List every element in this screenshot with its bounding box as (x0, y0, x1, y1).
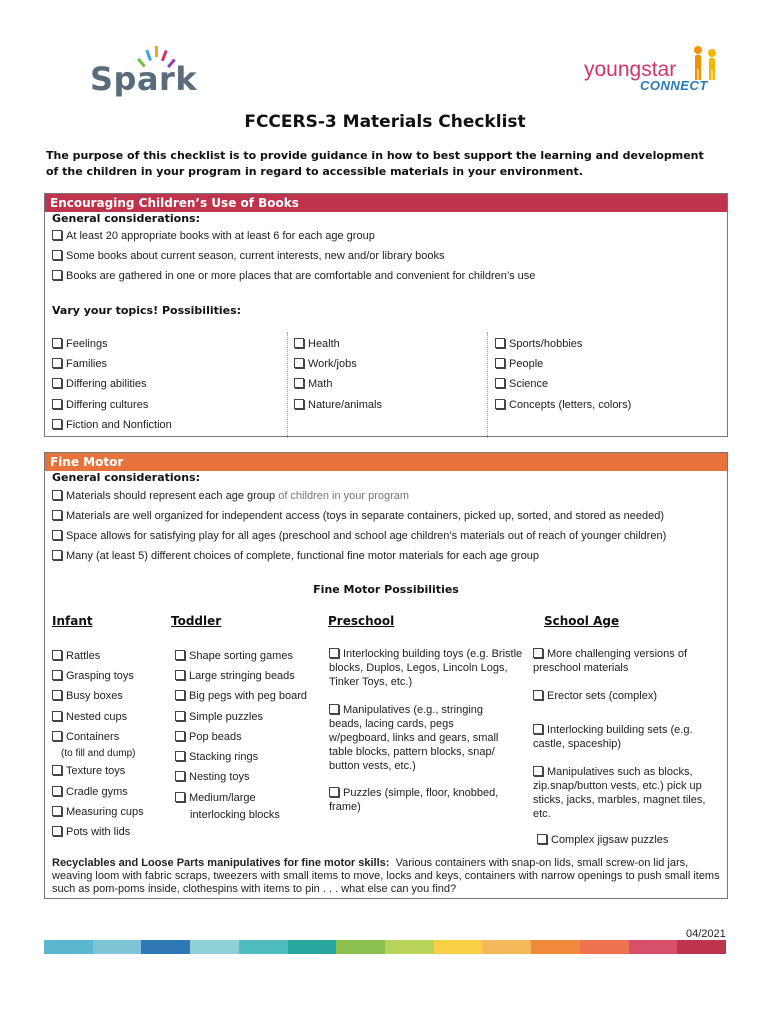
checkbox-icon[interactable] (495, 338, 505, 348)
school-age-item[interactable]: Erector sets (complex) (533, 690, 657, 702)
infant-item[interactable]: Grasping toys (52, 670, 134, 682)
checkbox-icon[interactable] (329, 787, 339, 797)
toddler-item[interactable]: Large stringing beads (175, 670, 295, 682)
infant-item[interactable]: Busy boxes (52, 690, 123, 702)
checkbox-icon[interactable] (329, 648, 339, 658)
color-strip-segment (239, 940, 288, 954)
topic-item[interactable]: People (495, 358, 543, 370)
page-title: FCCERS-3 Materials Checklist (244, 112, 526, 132)
infant-item[interactable]: Cradle gyms (52, 786, 128, 798)
checkbox-icon[interactable] (52, 806, 62, 816)
checkbox-icon[interactable] (175, 771, 185, 781)
checkbox-icon[interactable] (294, 358, 304, 368)
checkbox-icon[interactable] (52, 490, 62, 500)
infant-item[interactable]: Texture toys (52, 765, 125, 777)
checkbox-icon[interactable] (52, 765, 62, 775)
checkbox-icon[interactable] (52, 270, 62, 280)
toddler-item[interactable]: Simple puzzles (175, 711, 263, 723)
infant-item[interactable]: Rattles (52, 650, 100, 662)
checkbox-icon[interactable] (533, 724, 543, 734)
checkbox-icon[interactable] (294, 378, 304, 388)
checklist-item[interactable]: Materials are well organized for independent access (toys in separate containers, picked up, sorted, and stored as needed) (52, 510, 664, 522)
topic-item[interactable]: Differing cultures (52, 399, 148, 411)
checkbox-icon[interactable] (52, 250, 62, 260)
topic-item[interactable]: Families (52, 358, 107, 370)
color-strip-segment (190, 940, 239, 954)
checkbox-icon[interactable] (175, 711, 185, 721)
infant-item[interactable]: Containers (52, 731, 119, 743)
checkbox-icon[interactable] (175, 690, 185, 700)
recyclables-note (52, 857, 722, 896)
checkbox-icon[interactable] (533, 690, 543, 700)
fine-motor-section-heading: Fine Motor (45, 453, 727, 471)
toddler-item[interactable]: Pop beads (175, 731, 242, 743)
youngstar-connect-logo: CONNECT (640, 78, 708, 93)
checkbox-icon[interactable] (175, 650, 185, 660)
column-divider (487, 332, 488, 438)
toddler-item[interactable]: Nesting toys (175, 771, 250, 783)
color-strip-segment (434, 940, 483, 954)
color-strip-segment (288, 940, 337, 954)
topic-item[interactable]: Fiction and Nonfiction (52, 419, 172, 431)
infant-item[interactable]: Nested cups (52, 711, 127, 723)
checkbox-icon[interactable] (52, 731, 62, 741)
fine-motor-possibilities-label: Fine Motor Possibilities (313, 583, 459, 596)
checkbox-icon[interactable] (294, 338, 304, 348)
checkbox-icon[interactable] (52, 378, 62, 388)
topic-item[interactable]: Nature/animals (294, 399, 382, 411)
color-strip-segment (336, 940, 385, 954)
books-general-label: General considerations: (52, 212, 201, 225)
color-strip-segment (580, 940, 629, 954)
recyclables-label: Recyclables and Loose Parts manipulatives for fine motor skills: (52, 857, 390, 869)
column-header-preschool: Preschool (328, 614, 395, 628)
infant-item[interactable]: Pots with lids (52, 826, 130, 838)
school-age-item[interactable]: Interlocking building sets (e.g. castle, spaceship) (533, 724, 693, 750)
preschool-item[interactable]: Manipulatives (e.g., stringing beads, lacing cards, pegs w/pegboard, links and gears, small table blocks, pattern blocks, snap/ button vests, etc.) (329, 704, 499, 772)
checkbox-icon[interactable] (52, 419, 62, 429)
checkbox-icon[interactable] (52, 230, 62, 240)
checklist-item[interactable]: Some books about current season, current interests, new and/or library books (52, 250, 444, 262)
spark-logo: Spark (90, 60, 198, 98)
color-strip-segment (677, 940, 726, 954)
checklist-item[interactable]: At least 20 appropriate books with at least 6 for each age group (52, 230, 375, 242)
topic-item[interactable]: Work/jobs (294, 358, 357, 370)
checkbox-icon[interactable] (175, 670, 185, 680)
checkbox-icon[interactable] (52, 826, 62, 836)
checkbox-icon[interactable] (533, 766, 543, 776)
checkbox-icon[interactable] (52, 690, 62, 700)
school-age-item[interactable]: Complex jigsaw puzzles (537, 834, 668, 846)
checkbox-icon[interactable] (175, 792, 185, 802)
color-strip (44, 940, 726, 954)
checkbox-icon[interactable] (495, 358, 505, 368)
checkbox-icon[interactable] (294, 399, 304, 409)
checkbox-icon[interactable] (52, 650, 62, 660)
checkbox-icon[interactable] (175, 751, 185, 761)
school-age-item[interactable]: More challenging versions of preschool materials (533, 648, 688, 674)
checkbox-icon[interactable] (52, 711, 62, 721)
checkbox-icon[interactable] (52, 338, 62, 348)
toddler-item[interactable]: Shape sorting games (175, 650, 293, 662)
color-strip-segment (93, 940, 142, 954)
column-divider (287, 332, 288, 438)
column-header-toddler: Toddler (171, 614, 222, 628)
fine-motor-section (44, 452, 728, 899)
preschool-item[interactable]: Puzzles (simple, floor, knobbed, frame) (329, 787, 499, 813)
checkbox-icon[interactable] (329, 704, 339, 714)
fine-motor-general-label: General considerations: (52, 471, 201, 484)
toddler-item[interactable]: Medium/large (175, 792, 256, 804)
checkbox-icon[interactable] (495, 378, 505, 388)
books-section (44, 193, 728, 437)
checkbox-icon[interactable] (537, 834, 547, 844)
checkbox-icon[interactable] (52, 550, 62, 560)
checkbox-icon[interactable] (175, 731, 185, 741)
color-strip-segment (629, 940, 678, 954)
checkbox-icon[interactable] (52, 670, 62, 680)
color-strip-segment (141, 940, 190, 954)
toddler-item-continuation: interlocking blocks (190, 809, 280, 821)
checklist-item[interactable]: Space allows for satisfying play for all ages (preschool and school age children’s materials out of reach of younger children) (52, 530, 666, 542)
color-strip-segment (531, 940, 580, 954)
books-section-heading: Encouraging Children’s Use of Books (45, 194, 727, 212)
youngstar-logo: youngstar (584, 58, 677, 81)
toddler-item[interactable]: Stacking rings (175, 751, 258, 763)
topic-item[interactable]: Health (294, 338, 340, 350)
preschool-item[interactable]: Interlocking building toys (e.g. Bristle blocks, Duplos, Legos, Lincoln Logs, Tinker Toys, etc.) (329, 648, 523, 688)
topic-item[interactable]: Feelings (52, 338, 108, 350)
purpose-statement: The purpose of this checklist is to provide guidance in how to best support the learning and development of the children in your program in regard to accessible materials in your environment. (46, 149, 704, 178)
column-header-school-age: School Age (544, 614, 620, 628)
school-age-item[interactable]: Manipulatives such as blocks, zip.snap/button vests, etc.) pick up sticks, jacks, marbles, magnet tiles, etc. (533, 766, 706, 820)
checkbox-icon[interactable] (52, 530, 62, 540)
youngstar-figures-icon (688, 44, 722, 82)
checklist-item[interactable]: Materials should represent each age group of children in your program (52, 490, 409, 502)
topic-item[interactable]: Sports/hobbies (495, 338, 582, 350)
infant-item[interactable]: Measuring cups (52, 806, 144, 818)
checkbox-icon[interactable] (52, 786, 62, 796)
color-strip-segment (385, 940, 434, 954)
checkbox-icon[interactable] (52, 358, 62, 368)
checklist-item[interactable]: Many (at least 5) different choices of complete, functional fine motor materials for each age group (52, 550, 539, 562)
topic-item[interactable]: Math (294, 378, 332, 390)
checkbox-icon[interactable] (495, 399, 505, 409)
checkbox-icon[interactable] (533, 648, 543, 658)
color-strip-segment (44, 940, 93, 954)
topic-item[interactable]: Concepts (letters, colors) (495, 399, 631, 411)
column-header-infant: Infant (52, 614, 93, 628)
footer-date: 04/2021 (686, 928, 726, 940)
toddler-item[interactable]: Big pegs with peg board (175, 690, 307, 702)
books-topics-label: Vary your topics! Possibilities: (52, 304, 242, 317)
infant-note: (to fill and dump) (61, 748, 136, 759)
checkbox-icon[interactable] (52, 510, 62, 520)
recyclables-text: Various containers with snap-on lids, small screw-on lid jars, weaving loom with fabric scraps, tweezers with small items to move, locks and keys, containers with narrow openings to push small items such as pom-poms inside, clothespins with items to pin . . . what else can you find? (52, 857, 720, 895)
checkbox-icon[interactable] (52, 399, 62, 409)
checklist-item[interactable]: Books are gathered in one or more places that are comfortable and convenient for children’s use (52, 270, 535, 282)
topic-item[interactable]: Science (495, 378, 548, 390)
topic-item[interactable]: Differing abilities (52, 378, 147, 390)
color-strip-segment (482, 940, 531, 954)
